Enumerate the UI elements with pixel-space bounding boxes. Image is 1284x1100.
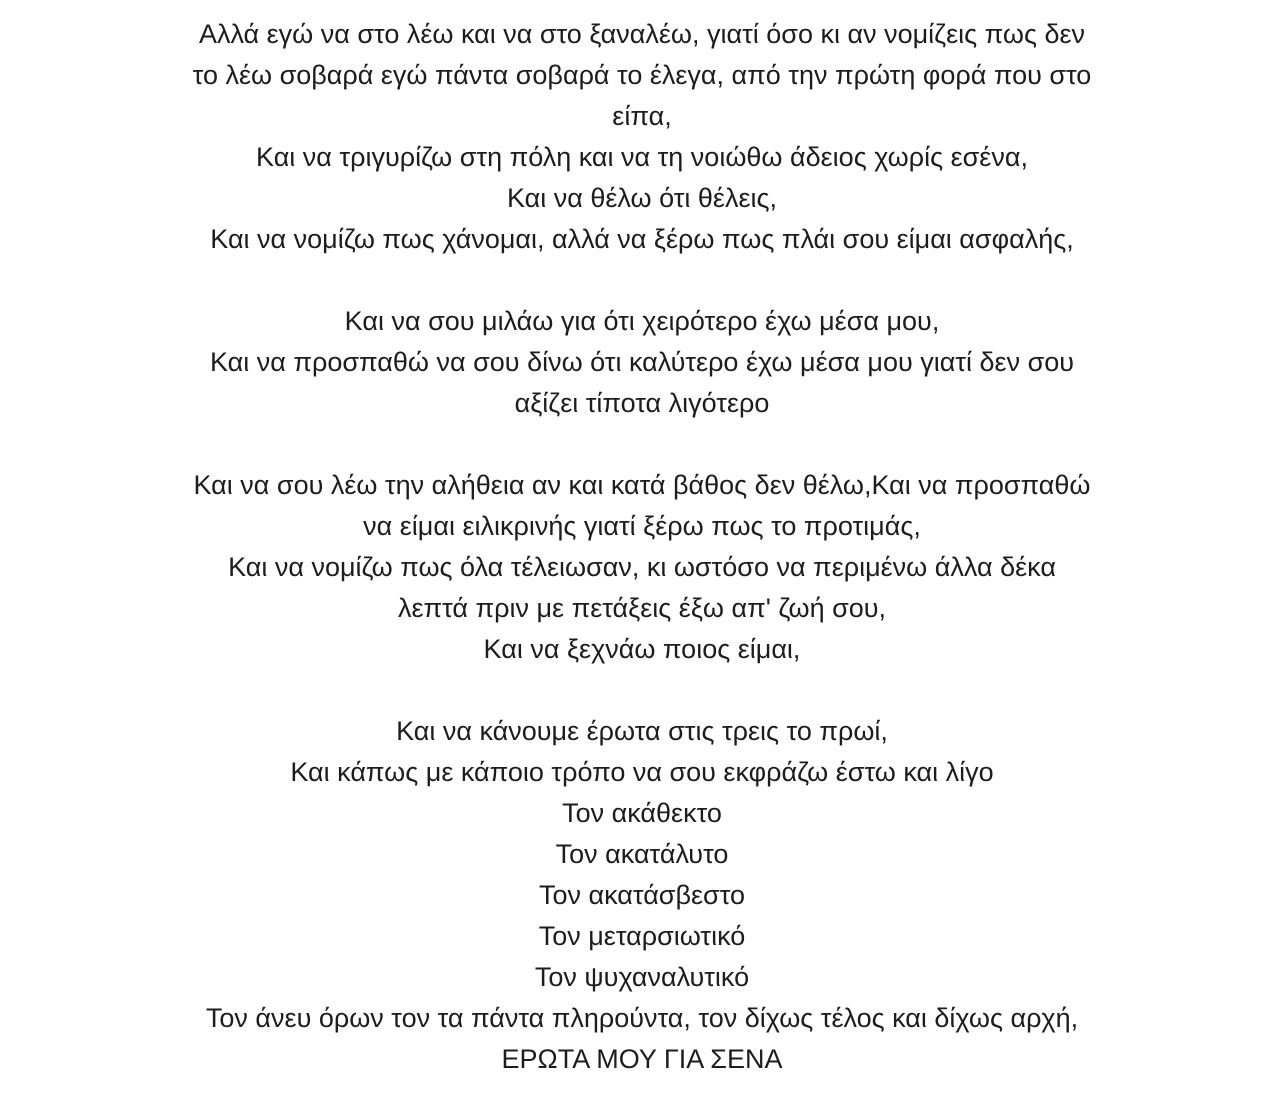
- poem-line: ΕΡΩΤΑ ΜΟΥ ΓΙΑ ΣΕΝΑ: [501, 1044, 783, 1074]
- poem-line: Τον ψυχαναλυτικό: [534, 962, 750, 992]
- poem-line: Και να θέλω ότι θέλεις,: [506, 183, 778, 213]
- poem-line: το λέω σοβαρά εγώ πάντα σοβαρά το έλεγα, από την πρώτη φορά που στο: [192, 60, 1092, 90]
- poem-line: Και να σου μιλάω για ότι χειρότερο έχω μέσα μου,: [344, 306, 940, 336]
- poem-line: Και να κάνουμε έρωτα στις τρεις το πρωί,: [396, 716, 888, 746]
- poem-stanza-4: [0, 711, 1284, 1080]
- poem-line: Και να τριγυρίζω στη πόλη και να τη νοιώθω άδειος χωρίς εσένα,: [256, 142, 1028, 172]
- poem-line: Τον μεταρσιωτικό: [538, 921, 746, 951]
- poem-line: Και να νομίζω πως χάνομαι, αλλά να ξέρω πως πλάι σου είμαι ασφαλής,: [210, 224, 1074, 254]
- poem-line: λεπτά πριν με πετάξεις έξω απ' ζωή σου,: [397, 593, 887, 623]
- poem-line: Τον ακατάλυτο: [555, 839, 729, 869]
- poem-stanza-3: [0, 465, 1284, 670]
- poem-line: αξίζει τίποτα λιγότερο: [514, 388, 770, 418]
- poem-line: να είμαι ειλικρινής γιατί ξέρω πως το προτιμάς,: [363, 511, 921, 541]
- poem-text: [0, 14, 1284, 1080]
- poem-line: Και να προσπαθώ να σου δίνω ότι καλύτερο έχω μέσα μου γιατί δεν σου: [209, 347, 1075, 377]
- poem-line: Τον άνευ όρων τον τα πάντα πληρούντα, τον δίχως τέλος και δίχως αρχή,: [205, 1003, 1079, 1033]
- poem-line: Και να νομίζω πως όλα τέλειωσαν, κι ωστόσο να περιμένω άλλα δέκα: [228, 552, 1056, 582]
- poem-line: Αλλά εγώ να στο λέω και να στο ξαναλέω, γιατί όσο κι αν νομίζεις πως δεν: [198, 19, 1086, 49]
- poem-stanza-1: [0, 14, 1284, 260]
- poem-line: Τον ακατάσβεστο: [538, 880, 746, 910]
- poem-line: Και να σου λέω την αλήθεια αν και κατά βάθος δεν θέλω,Και να προσπαθώ: [193, 470, 1091, 500]
- poem-line: Και κάπως με κάποιο τρόπο να σου εκφράζω έστω και λίγο: [290, 757, 994, 787]
- poem-stanza-2: [0, 301, 1284, 424]
- poem-line: Τον ακάθεκτο: [562, 798, 722, 828]
- poem-line: Και να ξεχνάω ποιος είμαι,: [483, 634, 801, 664]
- poem-line: είπα,: [612, 101, 672, 131]
